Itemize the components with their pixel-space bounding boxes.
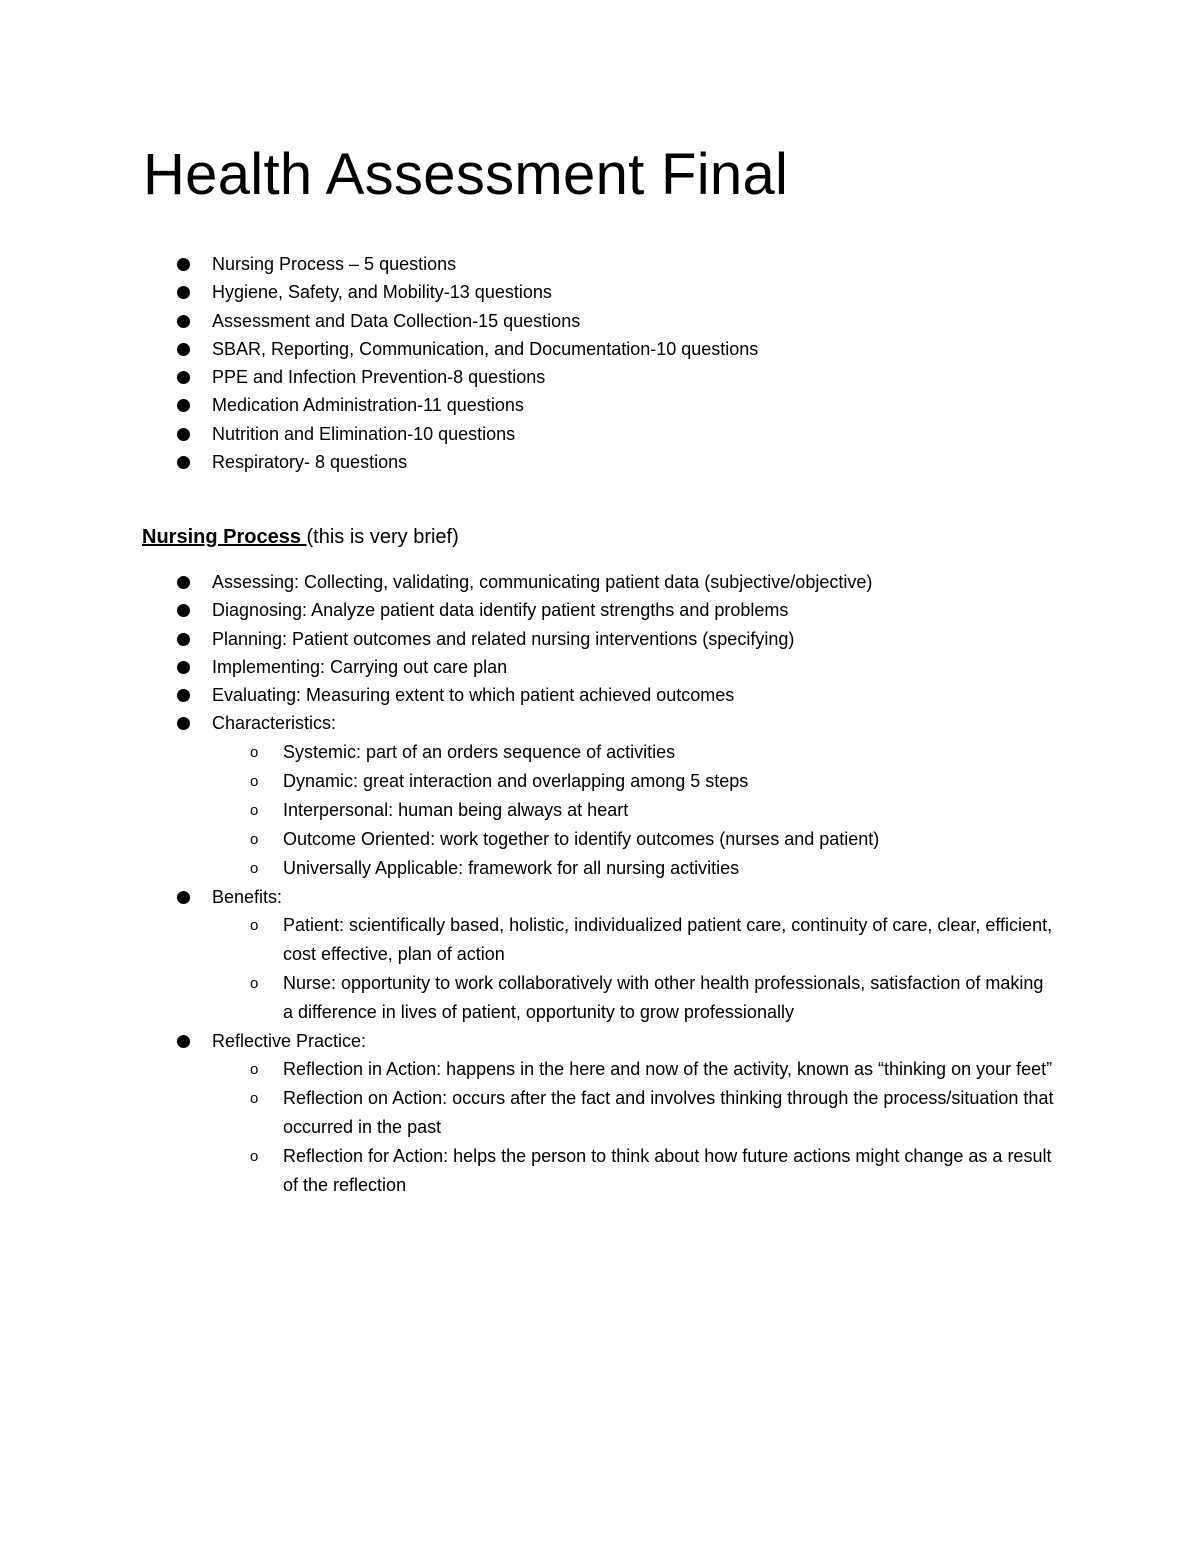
list-item: SBAR, Reporting, Communication, and Documentation-10 questions: [0, 335, 1072, 363]
list-item-characteristics: Characteristics: o Systemic: part of an orders sequence of activities o Dynamic: great interaction and overlapping among 5 steps o Interpersonal: human being always at heart o Outcome Oriented: work together to identify outcomes (nurses and patient) o Universally Applicable: framework for all nursing activities: [0, 709, 1072, 882]
list-item-reflective-practice: Reflective Practice: o Reflection in Action: happens in the here and now of the activity, known as “thinking on your feet” o Reflection on Action: occurs after the fact and involves thinking through the process/situation that occurred in the past o Reflection for Action: helps the person to think about how future actions might change as a result of the reflection: [0, 1027, 1072, 1200]
characteristics-sublist: [212, 738, 1072, 883]
bullet-icon: [177, 456, 190, 469]
list-item: Planning: Patient outcomes and related nursing interventions (specifying): [0, 625, 1072, 653]
reflective-sublist: [212, 1055, 1072, 1200]
sublist-item: o Reflection for Action: helps the person to think about how future actions might change as a result of the reflection: [212, 1142, 1058, 1200]
list-item-benefits: Benefits: o Patient: scientifically based, holistic, individualized patient care, continuity of care, clear, efficient, cost effective, plan of action o Nurse: opportunity to work collaboratively with other health professionals, satisfaction of making a difference in lives of patient, opportunity to grow professionally: [0, 883, 1072, 1027]
list-item: Nursing Process – 5 questions: [0, 250, 1072, 278]
bullet-icon: [177, 1035, 190, 1048]
bullet-icon: [177, 576, 190, 589]
bullet-icon: [177, 258, 190, 271]
list-item: Assessing: Collecting, validating, communicating patient data (subjective/objective): [0, 568, 1072, 596]
bullet-icon: [177, 717, 190, 730]
bullet-icon: [177, 428, 190, 441]
list-item: Nutrition and Elimination-10 questions: [0, 420, 1072, 448]
hollow-bullet-icon: o: [250, 859, 259, 877]
list-item: Respiratory- 8 questions: [0, 448, 1072, 476]
topic-list: [0, 250, 1200, 476]
hollow-bullet-icon: o: [250, 1090, 259, 1108]
sublist-item: o Reflection in Action: happens in the here and now of the activity, known as “thinking on your feet”: [212, 1055, 1058, 1084]
hollow-bullet-icon: o: [250, 830, 259, 848]
hollow-bullet-icon: o: [250, 801, 259, 819]
hollow-bullet-icon: o: [250, 743, 259, 761]
sublist-item: o Interpersonal: human being always at heart: [212, 796, 1058, 825]
bullet-icon: [177, 343, 190, 356]
section-heading-note: (this is very brief): [306, 526, 459, 548]
hollow-bullet-icon: o: [250, 1148, 259, 1166]
bullet-icon: [177, 315, 190, 328]
hollow-bullet-icon: o: [250, 975, 259, 993]
sublist-item: o Patient: scientifically based, holistic, individualized patient care, continuity of care, clear, efficient, cost effective, plan of action: [212, 911, 1058, 969]
sublist-item: o Dynamic: great interaction and overlapping among 5 steps: [212, 767, 1058, 796]
hollow-bullet-icon: o: [250, 772, 259, 790]
bullet-icon: [177, 891, 190, 904]
bullet-icon: [177, 689, 190, 702]
bullet-icon: [177, 399, 190, 412]
list-item: Medication Administration-11 questions: [0, 391, 1072, 419]
list-item: Hygiene, Safety, and Mobility-13 questions: [0, 278, 1072, 306]
bullet-icon: [177, 633, 190, 646]
sublist-item: o Outcome Oriented: work together to identify outcomes (nurses and patient): [212, 825, 1058, 854]
section-heading-bold: Nursing Process: [142, 526, 307, 548]
hollow-bullet-icon: o: [250, 1061, 259, 1079]
sublist-item: o Reflection on Action: occurs after the fact and involves thinking through the process/situation that occurred in the past: [212, 1084, 1058, 1142]
bullet-icon: [177, 286, 190, 299]
hollow-bullet-icon: o: [250, 917, 259, 935]
bullet-icon: [177, 661, 190, 674]
list-item: Assessment and Data Collection-15 questions: [0, 307, 1072, 335]
list-item: Evaluating: Measuring extent to which patient achieved outcomes: [0, 681, 1072, 709]
list-item: PPE and Infection Prevention-8 questions: [0, 363, 1072, 391]
bullet-icon: [177, 371, 190, 384]
sublist-item: o Nurse: opportunity to work collaboratively with other health professionals, satisfaction of making a difference in lives of patient, opportunity to grow professionally: [212, 969, 1058, 1027]
document-title: Health Assessment Final: [143, 142, 789, 207]
sublist-item: o Universally Applicable: framework for all nursing activities: [212, 854, 1058, 883]
sublist-item: o Systemic: part of an orders sequence of activities: [212, 738, 1058, 767]
bullet-icon: [177, 604, 190, 617]
benefits-sublist: [212, 911, 1072, 1027]
list-item: Implementing: Carrying out care plan: [0, 653, 1072, 681]
nursing-process-list: [0, 568, 1200, 1200]
section-heading: [142, 522, 459, 552]
list-item: Diagnosing: Analyze patient data identify patient strengths and problems: [0, 596, 1072, 624]
